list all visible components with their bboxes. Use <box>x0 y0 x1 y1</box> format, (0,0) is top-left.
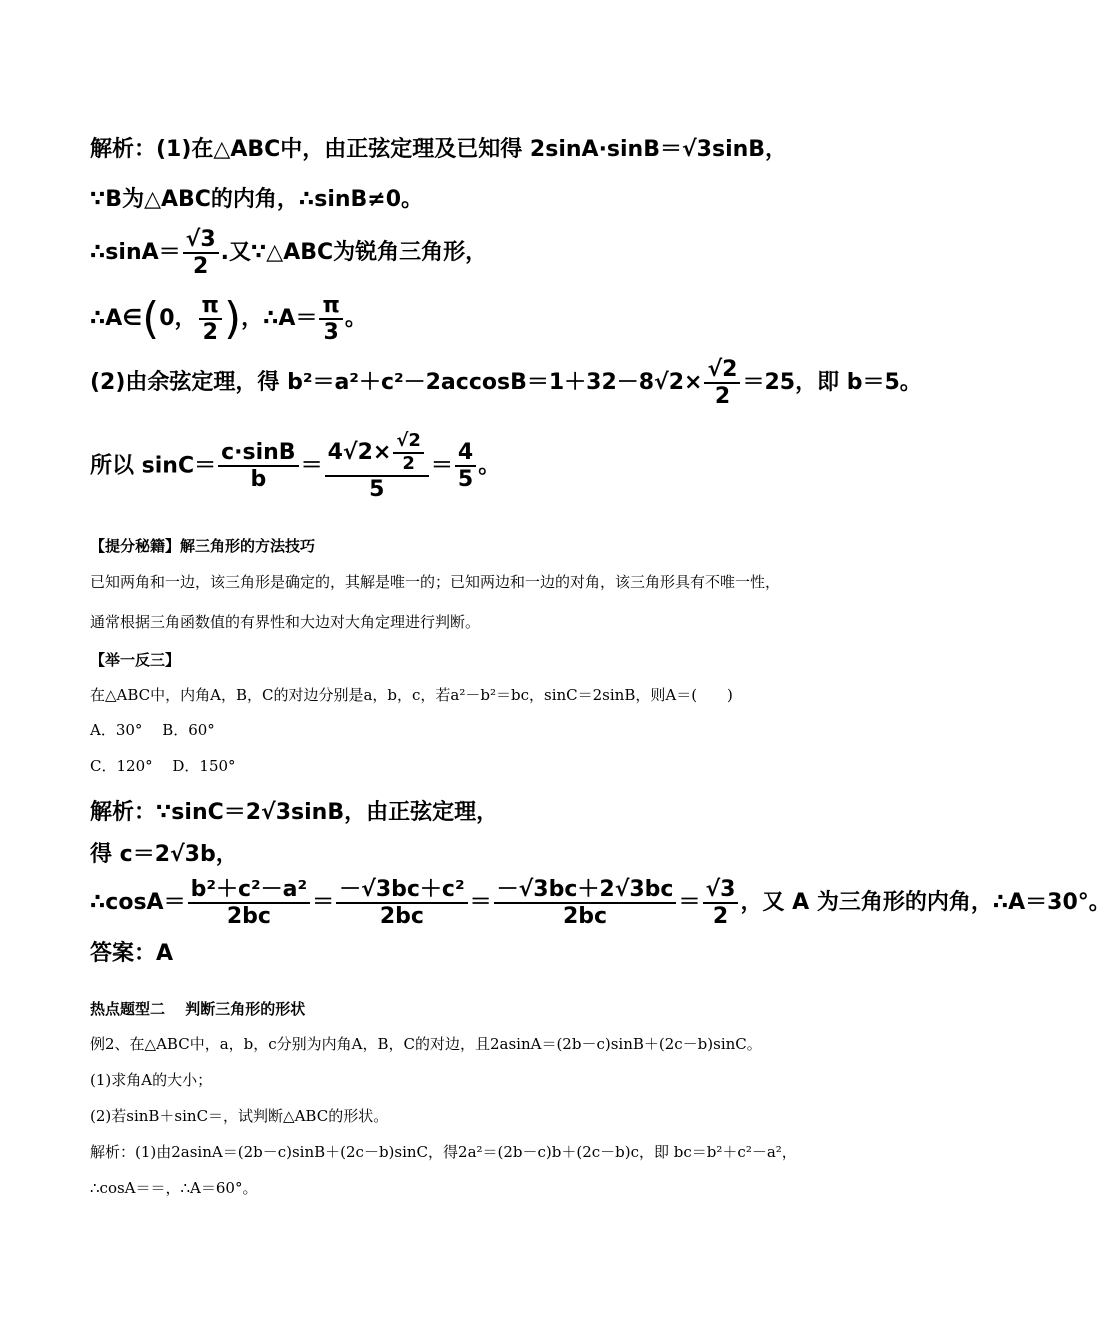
solution1-line3 <box>90 228 487 278</box>
tips-paragraph-2: 通常根据三角函数值的有界性和大边对大角定理进行判断。 <box>90 613 481 631</box>
solution1-line4: ∴A∈(0， $\frac{\pi}{2}$ )，∴A＝ $\frac{\pi}{3}$ 。 <box>90 293 367 346</box>
fraction: $\frac{√3}{2}$ <box>183 228 219 278</box>
practice-question: 在△ABC中，内角A，B，C的对边分别是a，b，c，若a²－b²＝bc，sinC＝2sinB，则A＝( ) <box>90 686 733 704</box>
fraction: $\frac{\text{b²＋c²－a²}}{2bc}$ <box>188 878 311 928</box>
text: ∴A∈ <box>90 306 143 332</box>
solution1-line6: 所以 sinC＝ $\frac{c\cdot\sin B}{b}$ ＝ 4√2× $\frac{√2}{2}$ 5 ＝ $\frac{4}{5}$ 。 <box>90 430 501 502</box>
topic2-heading: 热点题型二 判断三角形的形状 <box>90 1000 306 1018</box>
solution2-answer: 答案：A <box>90 941 174 966</box>
solution1-line2: ∵B为△ABC的内角，∴sinB≠0。 <box>90 187 424 212</box>
text: 所以 sinC＝ <box>90 453 217 479</box>
text: ∴sinA＝ <box>90 240 181 266</box>
topic2-solution-2: ∴cosA＝＝，∴A＝60°。 <box>90 1179 258 1197</box>
text: ＝25，即 b＝5。 <box>742 370 922 396</box>
tips-paragraph-1: 已知两角和一边，该三角形是确定的，其解是唯一的；已知两边和一边的对角，该三角形具有不唯一性， <box>90 573 781 591</box>
fraction: $\frac{\text{－√3bc＋c²}}{2bc}$ <box>336 878 467 928</box>
solution2-line3: ∴cosA＝ $\frac{\text{b²＋c²－a²}}{2bc}$ ＝ $\frac{\text{－√3bc＋c²}}{2bc}$ ＝ $\frac{-√3bc+2√3bc}{2bc}$ ＝ $\frac{√3}{2}$ ，又 A 为三角形的内角，∴A＝30°。 <box>90 877 1111 930</box>
fraction: 4√2× $\frac{√2}{2}$ 5 <box>325 432 429 501</box>
text: (2)由余弦定理，得 b²＝a²＋c²－2accosB＝1＋32－8√2× <box>90 370 703 396</box>
practice-heading: 【举一反三】 <box>90 651 181 669</box>
solution2-line1: 解析：∵sinC＝2√3sinB，由正弦定理， <box>90 800 499 825</box>
tips-heading: 【提分秘籍】解三角形的方法技巧 <box>90 537 316 555</box>
fraction: $\frac{\pi}{2}$ <box>199 294 222 344</box>
text: ，∴A＝ <box>241 306 318 332</box>
fraction: $\frac{-√3bc+2√3bc}{2bc}$ <box>494 878 677 928</box>
practice-options-ab: A．30° B．60° <box>90 721 215 739</box>
fraction: $\frac{√3}{2}$ <box>703 878 739 928</box>
topic2-solution-1: 解析：(1)由2asinA＝(2b－c)sinB＋(2c－b)sinC，得2a²＝(2b－c)b＋(2c－b)c，即 bc＝b²＋c²－a²， <box>90 1143 797 1161</box>
solution1-line1: 解析：(1)在△ABC中，由正弦定理及已知得 2sinA·sinB＝√3sinB， <box>90 137 788 162</box>
text: .又∵△ABC为锐角三角形， <box>220 240 488 266</box>
fraction: $\frac{4}{5}$ <box>455 441 476 491</box>
topic2-example: 例2、在△ABC中，a，b，c分别为内角A，B，C的对边，且2asinA＝(2b－c)sinB＋(2c－b)sinC。 <box>90 1035 762 1053</box>
fraction: $\frac{c\cdot\sin B}{b}$ <box>218 441 298 491</box>
solution2-line2: 得 c＝2√3b， <box>90 842 238 867</box>
topic2-question-2: (2)若sinB＋sinC＝，试判断△ABC的形状。 <box>90 1107 389 1125</box>
fraction: $\frac{\pi}{3}$ <box>319 294 342 344</box>
practice-options-cd: C．120° D．150° <box>90 757 236 775</box>
topic2-question-1: (1)求角A的大小； <box>90 1071 213 1089</box>
text: 。 <box>344 306 367 332</box>
fraction: $\frac{√2}{2}$ <box>704 358 740 408</box>
text: ，又 A 为三角形的内角，∴A＝30°。 <box>740 890 1111 916</box>
solution1-line5 <box>90 358 922 408</box>
text: 。 <box>478 453 501 479</box>
text: ∴cosA＝ <box>90 890 186 916</box>
